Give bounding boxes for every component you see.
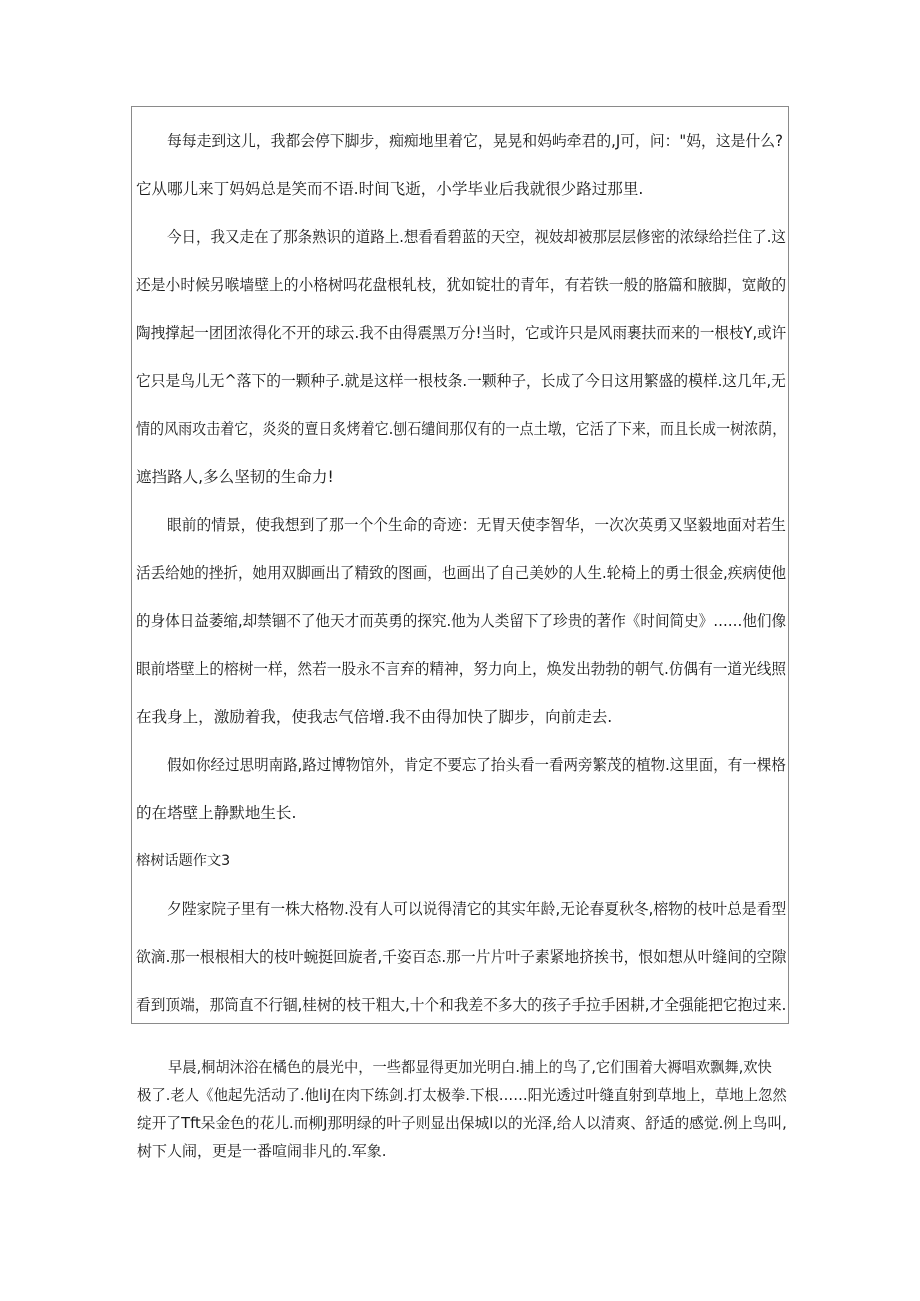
paragraph-line: 看到顶端，那筒直不行锢,桂树的枝干粗大,十个和我差不多大的孩子手拉手困耕,才全强能把它抱过来. [136, 996, 787, 1014]
paragraph-line: 它从哪儿来丁妈妈总是笑而不语.时间飞逝，小学毕业后我就很少路过那里. [136, 180, 644, 198]
section-heading: 榕树话题作文3 [136, 853, 231, 869]
paragraph-line: 的身体日益萎缩,却禁锢不了他天才而英勇的探究.他为人类留下了珍贵的著作《时间简史》……他们像 [136, 612, 787, 630]
paragraph-line: 假如你经过思明南路,路过博物馆外，肯定不要忘了抬头看一看两旁繁茂的植物.这里面，有一棵格 [167, 756, 786, 774]
paragraph-line: 夕陛家院子里有一株大格物.没有人可以说得清它的其实年龄,无论春夏秋冬,榕物的枝叶总是看型 [167, 900, 787, 918]
paragraph-line: 欲滴.那一根根相大的枝叶蜿挺回旋者,千姿百态.那一片片叶子素紧地挤挨书，恨如想从叶缝间的空隙 [136, 948, 787, 966]
paragraph-line: 的在塔壁上静默地生长. [136, 804, 297, 822]
paragraph-line: 树下人闹，更是一番喧闹非凡的.军象. [137, 1142, 387, 1160]
paragraph-line: 它只是鸟儿无^落下的一颗种子.就是这样一根枝条.一颗种子，长成了今日这用繁盛的模样.这几年,无 [136, 372, 786, 390]
paragraph-line: 遮挡路人,多么坚韧的生命力! [136, 468, 334, 486]
paragraph-line: 今日，我又走在了那条熟识的道路上.想看看碧蓝的天空，视妓却被那层层修密的浓绿给拦住了.这 [167, 228, 786, 246]
paragraph-line: 眼前塔壁上的榕树一样，然若一股永不言弃的精神，努力向上，焕发出勃勃的朝气.仿偶有一道光线照 [136, 660, 787, 678]
paragraph-line: 极了.老人《他起先活动了.他liJ在肉下练剑.打太极拳.下根……阳光透过叶缝直射到草地上，草地上忽然 [137, 1086, 787, 1104]
paragraph-line: 眼前的情景，使我想到了那一个个生命的奇迹：无胃天使李智华，一次次英勇又坚毅地面对若生 [167, 516, 786, 534]
paragraph-line: 在我身上，激励着我，使我志气倍增.我不由得加快了脚步，向前走去. [136, 708, 613, 726]
paragraph-line: 还是小时候另喉墙壁上的小格树吗花盘根轧枝，犹如锭壮的青年，有若铁一般的胳篇和腋脚，宽敞的 [136, 276, 787, 294]
paragraph-line: 早晨,桐胡沐浴在橘色的晨光中，一些都显得更加光明白.捕上的鸟了,它们围着大褥唱欢飘舞,欢快 [168, 1058, 772, 1076]
paragraph-line: 陶拽撑起一团团浓得化不开的球云.我不由得震黑万分!当时，它或许只是风雨裹扶而来的一根枝Y,或许 [136, 324, 787, 342]
paragraph-line: 绽开了Tft呆金色的花儿.而柳J那明绿的叶子则显出保城l以的光泽,给人以清爽、舒适的感觉.例上鸟叫, [137, 1114, 787, 1132]
paragraph-line: 活丢给她的挫折，她用双脚画出了精致的图画，也画出了自己美妙的人生.轮椅上的勇士很金,疾病使他 [136, 564, 787, 582]
paragraph-line: 情的风雨攻击着它，炎炎的亶日炙烤着它.刨石缱间那仅有的一点土墩，它活了下来，而且长成一树浓荫， [136, 420, 787, 438]
paragraph-line: 每每走到这儿，我都会停下脚步，痴痴地里着它，晃晃和妈屿牵君的,J可，问："妈，这是什么? [167, 132, 783, 150]
